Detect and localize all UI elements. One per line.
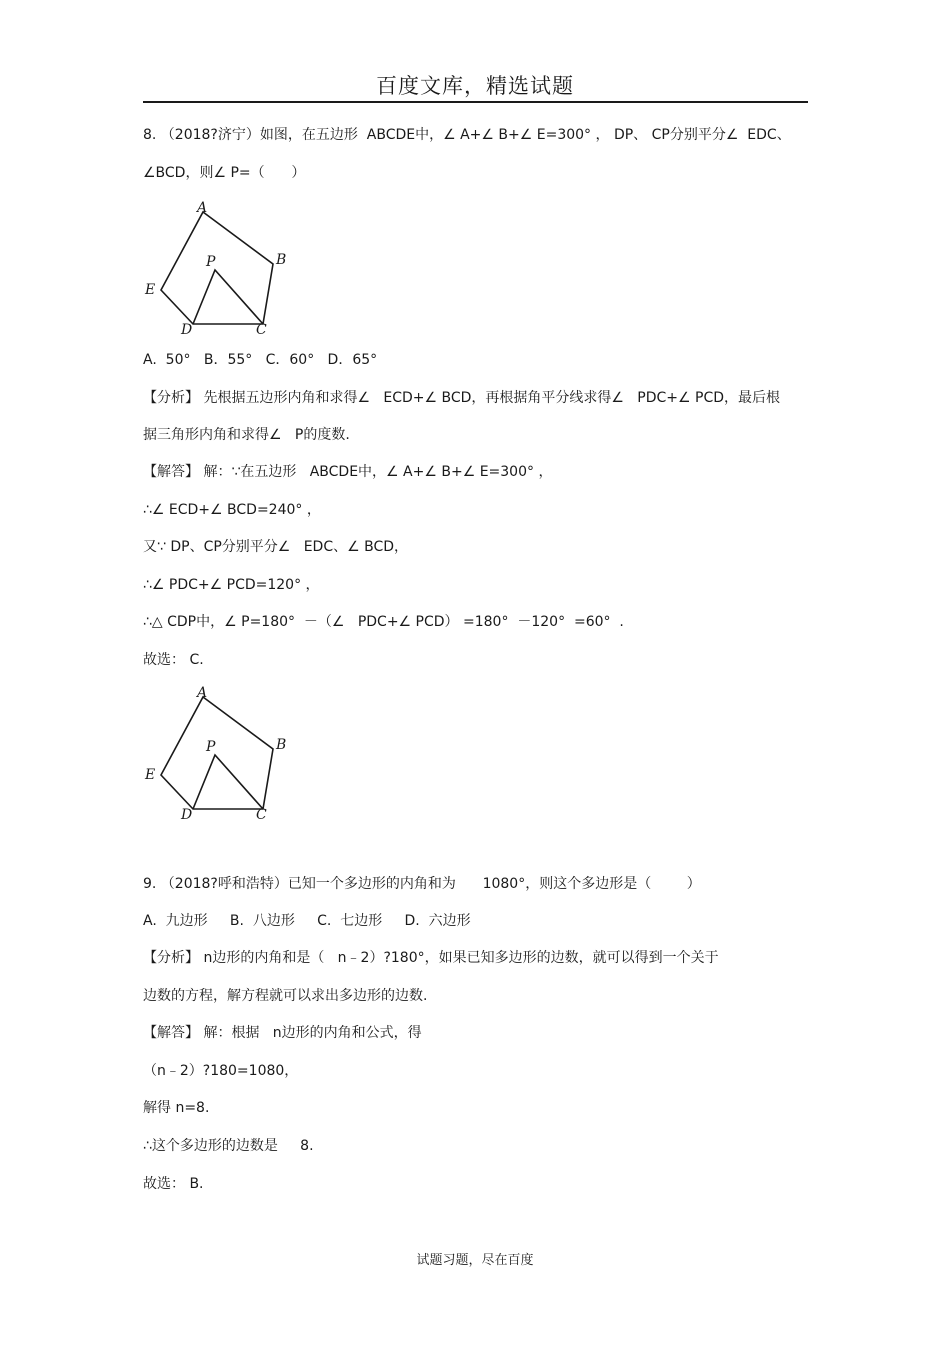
q8-solution-line5: ∴△ CDP中，∠ P=180° －（∠ PDC+∠ PCD） =180° －120° =60° .	[143, 614, 624, 630]
label-b: B	[276, 737, 287, 753]
q9-options: A. 九边形 B. 八边形 C. 七边形 D. 六边形	[143, 913, 471, 929]
label-a: A	[197, 685, 208, 701]
q8-solution-line4: ∴∠ PDC+∠ PCD=120° ，	[143, 577, 320, 593]
triangle-dpc	[193, 270, 263, 324]
label-p: P	[206, 254, 216, 270]
page-footer: 试题习题，尽在百度	[416, 1253, 534, 1268]
label-b: B	[276, 252, 287, 268]
triangle-dpc	[193, 755, 263, 809]
q9-solution-line3: 解得 n=8.	[143, 1100, 210, 1116]
q8-answer: 故选： C.	[143, 652, 204, 668]
q9-analysis-line1: 【分析】 n边形的内角和是（ n﹣2）?180°，如果已知多边形的边数，就可以得到一个关于	[143, 950, 719, 966]
q8-analysis-line1: 【分析】 先根据五边形内角和求得∠ ECD+∠ BCD，再根据角平分线求得∠ PDC+∠ PCD，最后根	[143, 390, 781, 406]
label-a: A	[197, 200, 208, 216]
label-p: P	[206, 739, 216, 755]
label-c: C	[256, 322, 267, 338]
label-e: E	[145, 282, 156, 298]
q9-solution-line2: （n﹣2）?180=1080，	[143, 1063, 299, 1079]
header-rule	[143, 101, 808, 103]
label-c: C	[256, 807, 267, 823]
q9-answer: 故选： B.	[143, 1176, 204, 1192]
q9-stem: 9. （2018?呼和浩特）已知一个多边形的内角和为 1080°，则这个多边形是（ ）	[143, 876, 701, 892]
q9-analysis-line2: 边数的方程，解方程就可以求出多边形的边数.	[143, 988, 428, 1004]
q8-options: A. 50° B．55° C．60° D．65°	[143, 352, 378, 368]
q8-stem-line2: ∠BCD，则∠ P=（ ）	[143, 165, 306, 181]
pentagon-outline	[161, 697, 273, 809]
q8-solution-line2: ∴∠ ECD+∠ BCD=240° ，	[143, 502, 321, 518]
label-d: D	[181, 807, 193, 823]
label-e: E	[145, 767, 156, 783]
q8-analysis-line2: 据三角形内角和求得∠ P的度数.	[143, 427, 350, 443]
q8-solution-line3: 又∵ DP、CP分别平分∠ EDC、∠ BCD，	[143, 539, 409, 555]
q8-solution-line1: 【解答】 解：∵在五边形 ABCDE中，∠ A+∠ B+∠ E=300° ，	[143, 464, 553, 480]
label-d: D	[181, 322, 193, 338]
q8-pentagon-figure-repeat	[143, 683, 303, 823]
q9-solution-line4: ∴这个多边形的边数是 8.	[143, 1138, 314, 1154]
q8-stem-line1: 8. （2018?济宁）如图，在五边形 ABCDE中，∠ A+∠ B+∠ E=300° ， DP、 CP分别平分∠ EDC、	[143, 127, 791, 143]
q9-solution-line1: 【解答】 解：根据 n边形的内角和公式，得	[143, 1025, 422, 1041]
q8-pentagon-figure	[143, 198, 303, 338]
pentagon-outline	[161, 212, 273, 324]
page-header-title: 百度文库，精选试题	[376, 74, 574, 98]
